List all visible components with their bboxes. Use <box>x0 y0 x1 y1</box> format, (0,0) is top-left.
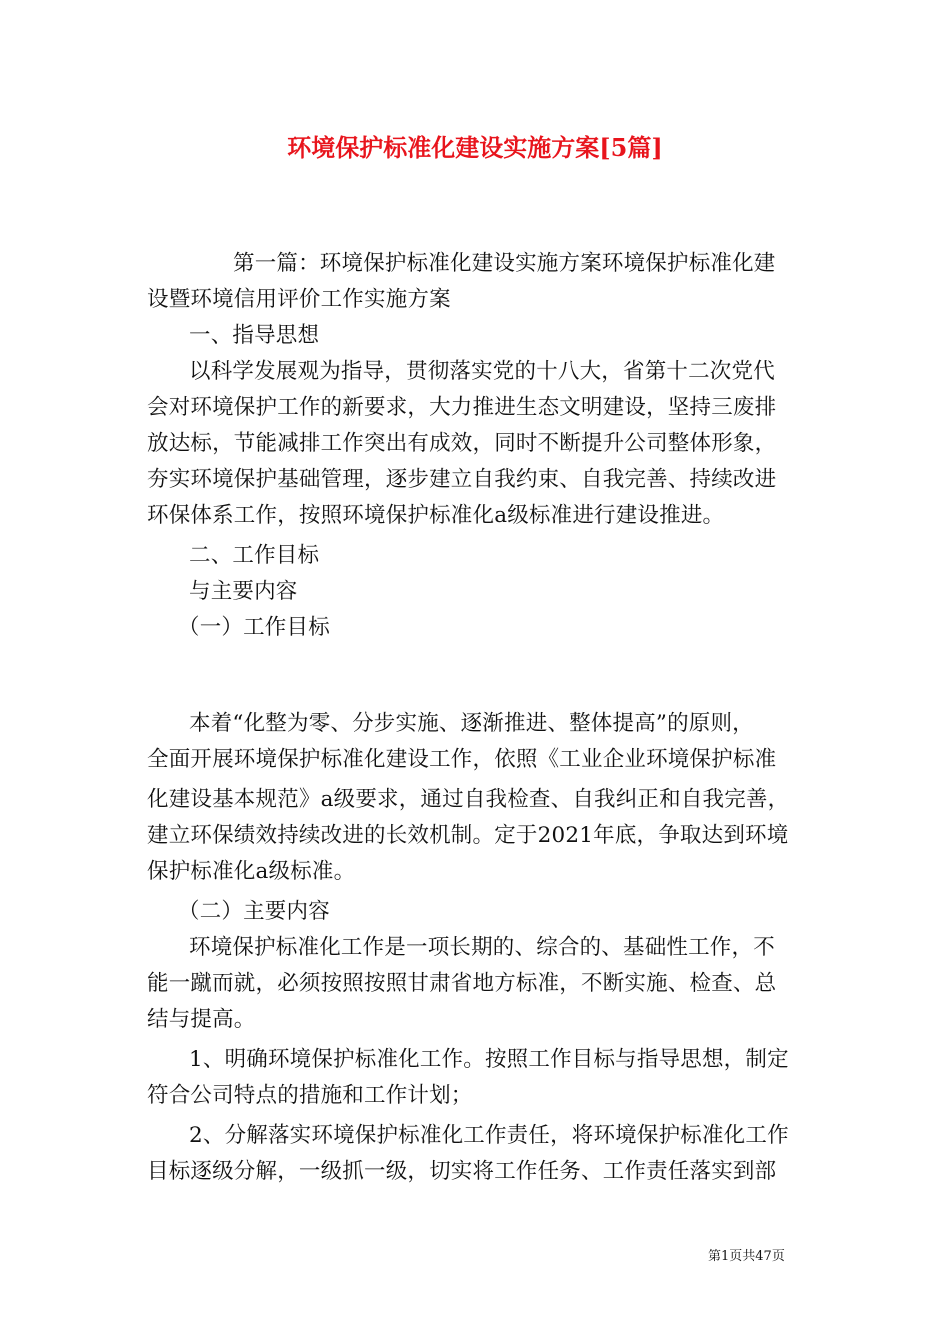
document-title: 环境保护标准化建设实施方案[5篇] <box>287 133 663 162</box>
paragraph-line: 全面开展环境保护标准化建设工作，依照《工业企业环境保护标准 <box>147 747 777 772</box>
paragraph-line: 环保体系工作，按照环境保护标准化a级标准进行建设推进。 <box>147 503 725 528</box>
paragraph-line: 结与提高。 <box>147 1007 256 1032</box>
paragraph-line: 第一篇：环境保护标准化建设实施方案环境保护标准化建 <box>233 251 776 276</box>
paragraph-line: 建立环保绩效持续改进的长效机制。定于2021年底，争取达到环境 <box>147 823 789 848</box>
paragraph-line: 化建设基本规范》a级要求，通过自我检查、自我纠正和自我完善， <box>147 787 790 812</box>
paragraph-line: 能一蹴而就，必须按照按照甘肃省地方标准，不断实施、检查、总 <box>147 971 777 996</box>
paragraph-line: 目标逐级分解，一级抓一级，切实将工作任务、工作责任落实到部 <box>147 1159 777 1184</box>
paragraph-line: 保护标准化a级标准。 <box>147 859 356 884</box>
section-heading: 一、指导思想 <box>189 323 320 348</box>
section-heading: 二、工作目标 <box>189 543 320 568</box>
subsection-heading: （二）主要内容 <box>178 899 330 924</box>
paragraph-line: 1、明确环境保护标准化工作。按照工作目标与指导思想，制定 <box>189 1047 789 1072</box>
paragraph-line: 夯实环境保护基础管理，逐步建立自我约束、自我完善、持续改进 <box>147 467 777 492</box>
subsection-heading: （一）工作目标 <box>178 615 330 640</box>
paragraph-line: 设暨环境信用评价工作实施方案 <box>147 287 451 312</box>
section-heading: 与主要内容 <box>189 579 298 604</box>
paragraph-line: 放达标，节能减排工作突出有成效，同时不断提升公司整体形象， <box>147 431 777 456</box>
paragraph-line: 会对环境保护工作的新要求，大力推进生态文明建设，坚持三废排 <box>147 395 777 420</box>
page-number-footer: 第1页共47页 <box>708 1249 785 1264</box>
paragraph-line: 符合公司特点的措施和工作计划； <box>147 1083 473 1108</box>
paragraph-line: 以科学发展观为指导，贯彻落实党的十八大，省第十二次党代 <box>189 359 775 384</box>
paragraph-line: 本着“化整为零、分步实施、逐渐推进、整体提高”的原则， <box>189 711 754 736</box>
paragraph-line: 环境保护标准化工作是一项长期的、综合的、基础性工作，不 <box>189 935 775 960</box>
paragraph-line: 2、分解落实环境保护标准化工作责任，将环境保护标准化工作 <box>189 1123 789 1148</box>
